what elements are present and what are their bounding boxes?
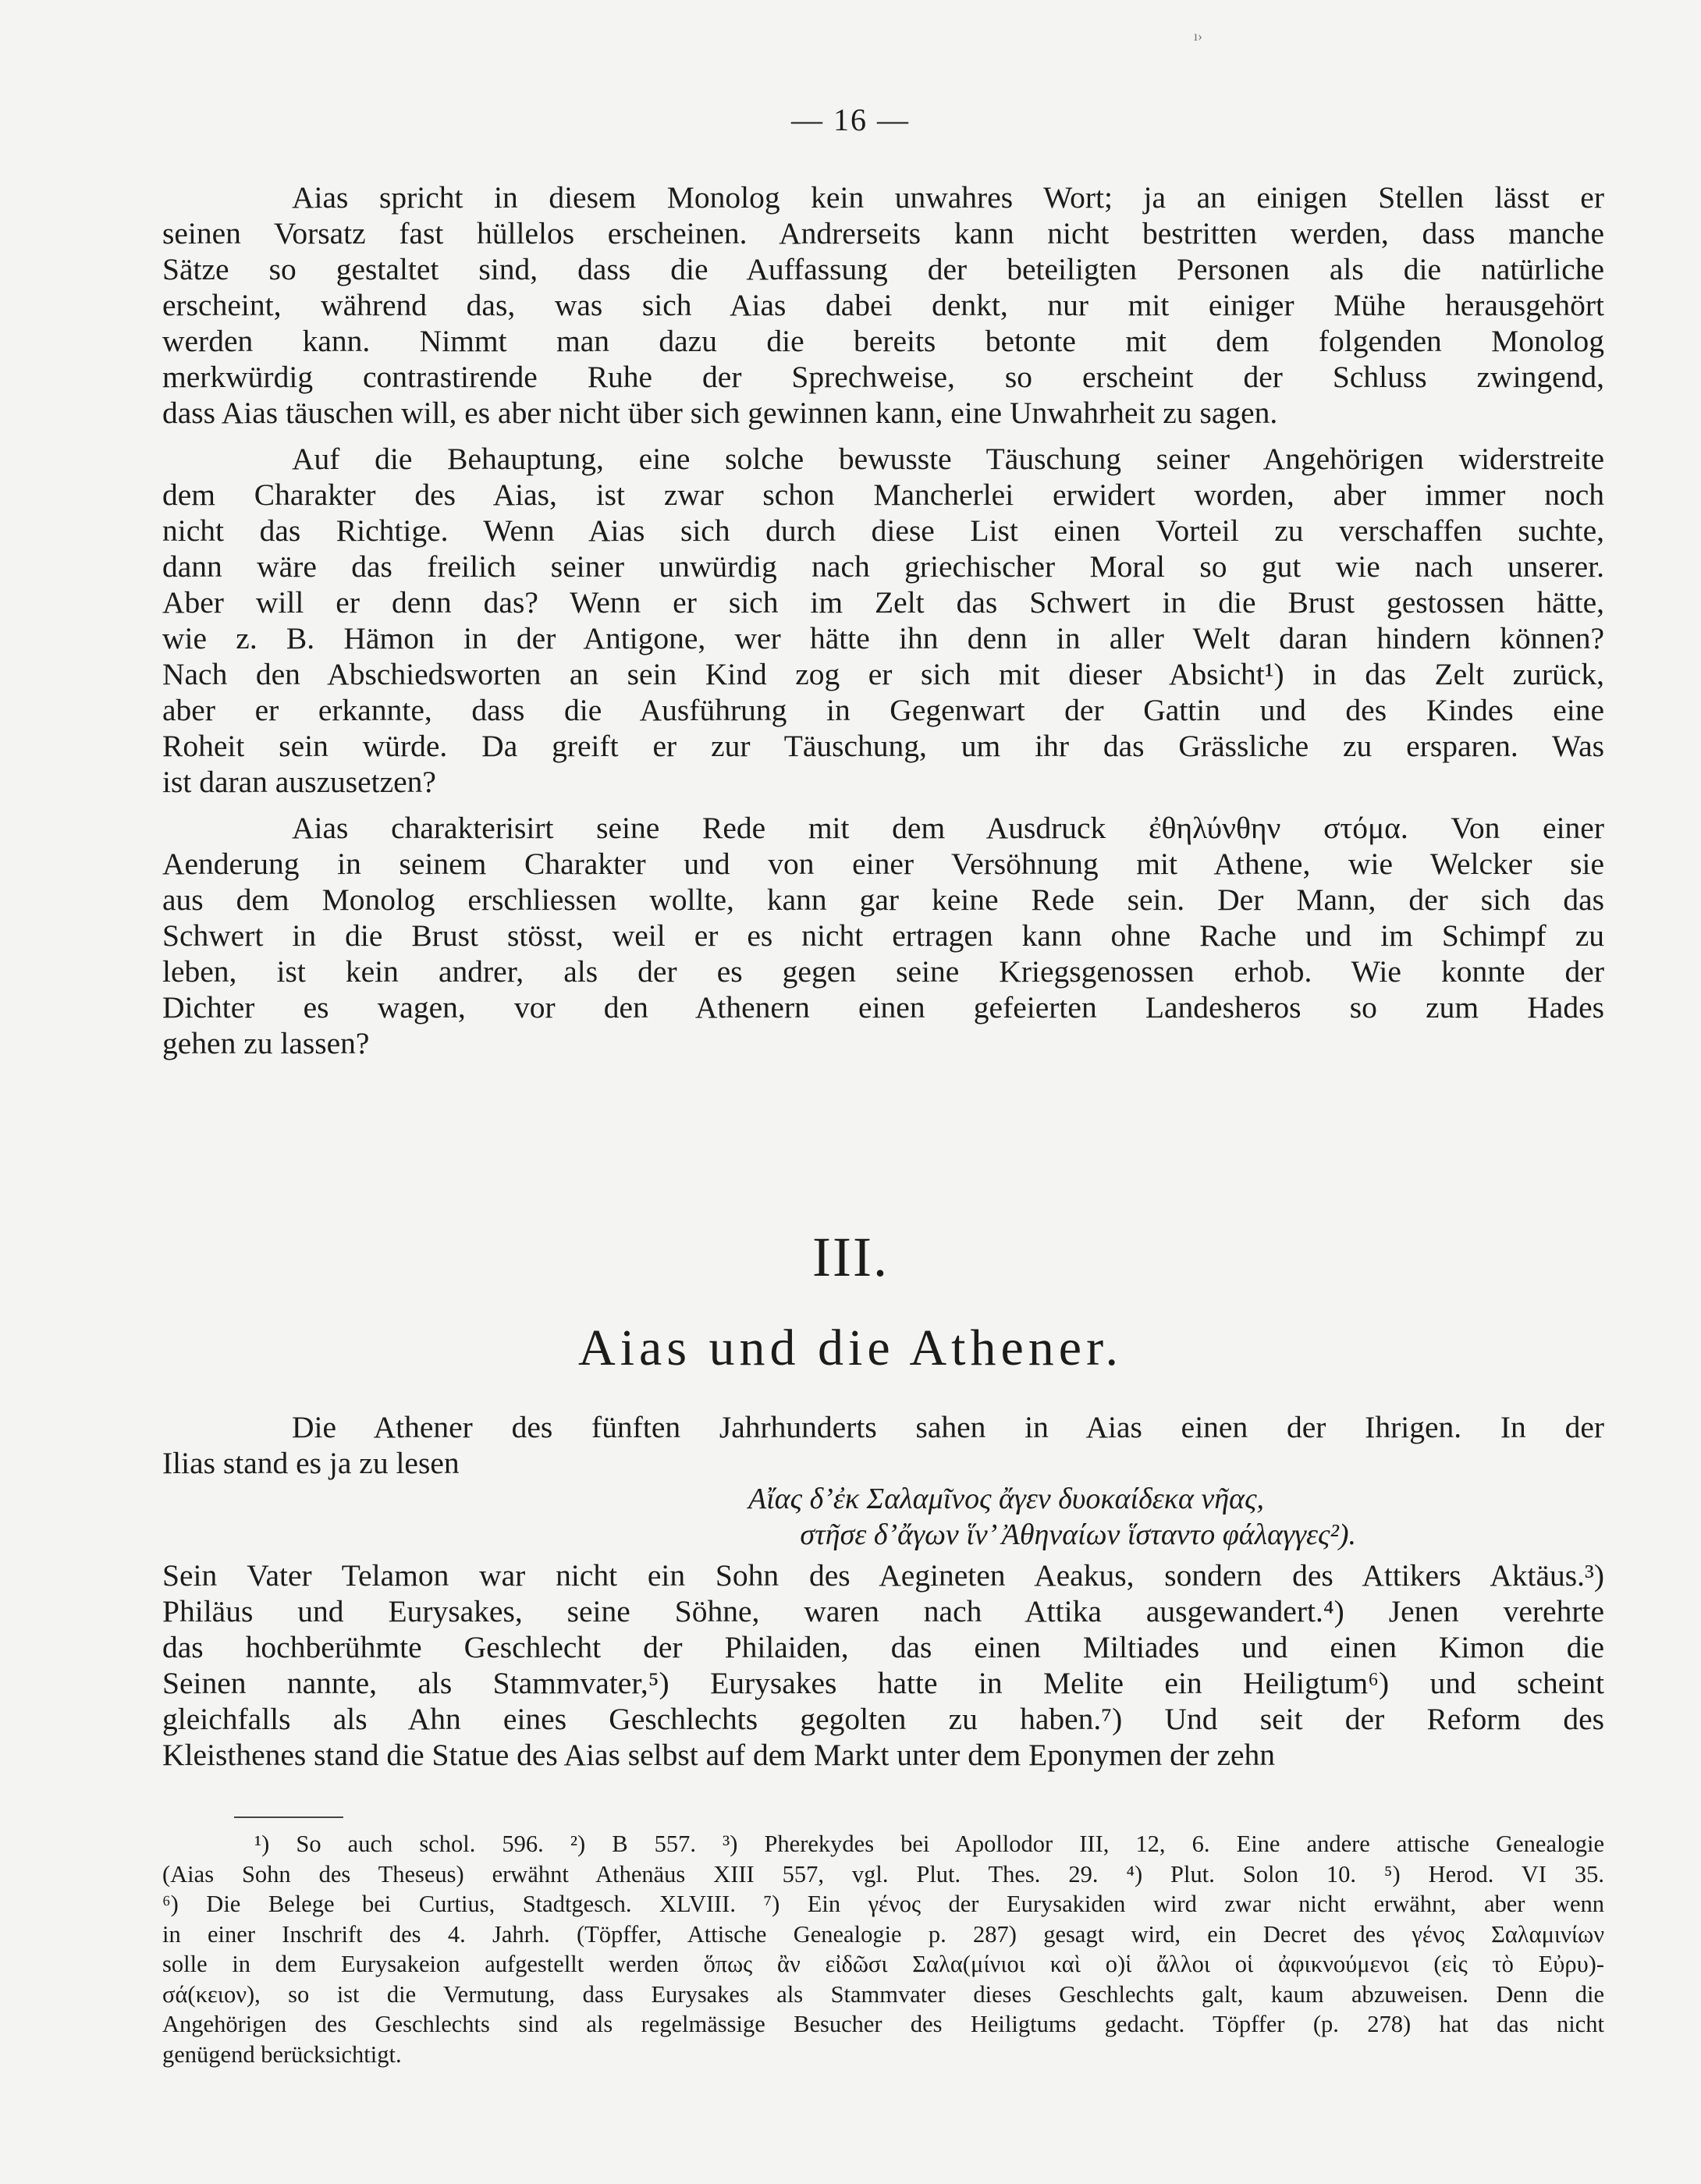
text-line: Philäus und Eurysakes, seine Söhne, waren nach Attika ausgewandert.⁴) Jenen verehrte [162,1594,1604,1628]
text-line: Sätze so gestaltet sind, dass die Auffassung der beteiligten Personen als die natürliche [162,252,1604,286]
text-line: das hochberühmte Geschlecht der Philaiden, das einen Miltiades und einen Kimon die [162,1630,1604,1664]
paragraph [162,179,1604,431]
footnote-line: ¹) So auch schol. 596. ²) B 557. ³) Pherekydes bei Apollodor III, 12, 6. Eine andere attische Genealogie [254,1831,1604,1857]
text-line: ist daran auszusetzen? [162,765,436,799]
text-line: Aias charakterisirt seine Rede mit dem Ausdruck ἐθηλύνθην στόμα. Von einer [292,811,1604,845]
text-line: Nach den Abschiedsworten an sein Kind zog er sich mit dieser Absicht¹) in das Zelt zurück, [162,657,1604,691]
text-line: wie z. B. Hämon in der Antigone, wer hätte ihn denn in aller Welt daran hindern können? [162,621,1604,655]
footnote-line: Angehörigen des Geschlechts sind als regelmässige Besucher des Heiligtums gedacht. Töpffer (p. 278) hat das nicht [162,2011,1604,2037]
paragraph [162,441,1604,800]
text-line: gehen zu lassen? [162,1026,370,1060]
footnote-line: σά(κειον), so ist die Vermutung, dass Eurysakes als Stammvater dieses Geschlechts galt, kaum abzuweisen. Denn die [162,1980,1604,2008]
text-line: dann wäre das freilich seiner unwürdig nach griechischer Moral so gut wie nach unserer. [162,549,1604,584]
text-line: Dichter es wagen, vor den Athenern einen gefeierten Landesheros so zum Hades [162,990,1604,1025]
footnotes [162,1829,1604,2069]
text-line: Aias spricht in diesem Monolog kein unwahres Wort; ja an einigen Stellen lässt er [292,180,1604,215]
page-number: — 16 — [791,102,910,137]
text-line: Aenderung in seinem Charakter und von einer Versöhnung mit Athene, wie Welcker sie [162,847,1604,881]
text-line: dass Aias täuschen will, es aber nicht über sich gewinnen kann, eine Unwahrheit zu sagen. [162,396,1278,430]
footnote-line: ⁶) Die Belege bei Curtius, Stadtgesch. XLVIII. ⁷) Ein γένος der Eurysakiden wird zwar nicht erwähnt, aber wenn [162,1891,1604,1917]
text-line: merkwürdig contrastirende Ruhe der Sprechweise, so erscheint der Schluss zwingend, [162,360,1604,394]
footnote-line: genügend berücksichtigt. [162,2040,402,2068]
text-line: Ilias stand es ja zu lesen [162,1446,460,1480]
greek-verse: στῆσε δ’ἄγων ἵν’ Ἀθηναίων ἵσταντο φάλαγγες²). [800,1518,1356,1551]
paragraph [162,1409,1604,1481]
section-two-body [162,1409,1604,1783]
text-line: leben, ist kein andrer, als der es gegen seine Kriegsgenossen erhob. Wie konnte der [162,954,1604,989]
text-line: Die Athener des fünften Jahrhunderts sahen in Aias einen der Ihrigen. In der [292,1410,1604,1444]
text-line: seinen Vorsatz fast hüllelos erscheinen. Andrerseits kann nicht bestritten werden, dass manche [162,216,1604,250]
text-line: Seinen nannte, als Stammvater,⁵) Eurysakes hatte in Melite ein Heiligtum⁶) und scheint [162,1666,1604,1700]
text-line: Auf die Behauptung, eine solche bewusste Täuschung seiner Angehörigen widerstreite [292,442,1604,476]
text-line: Kleisthenes stand die Statue des Aias selbst auf dem Markt unter dem Eponymen der zehn [162,1738,1276,1772]
text-line: erscheint, während das, was sich Aias dabei denkt, nur mit einiger Mühe herausgehört [162,288,1604,322]
text-line: Roheit sein würde. Da greift er zur Täuschung, um ihr das Grässliche zu ersparen. Was [162,729,1604,763]
paragraph [162,1557,1604,1773]
footnote-line: in einer Inschrift des 4. Jahrh. (Töpffer, Attische Genealogie p. 287) gesagt wird, ein Decret des γένος Σαλαμινίων [162,1920,1604,1948]
text-line: Sein Vater Telamon war nicht ein Sohn des Aegineten Aeakus, sondern des Attikers Aktäus.³) [162,1558,1604,1593]
section-title: Aias und die Athener. [578,1319,1123,1376]
text-line: Aber will er denn das? Wenn er sich im Zelt das Schwert in die Brust gestossen hätte, [162,585,1604,620]
text-line: Schwert in die Brust stösst, weil er es nicht ertragen kann ohne Rache und im Schimpf zu [162,918,1604,953]
greek-verse: Αἴας δ’ἐκ Σαλαμῖνος ἄγεν δυοκαίδεκα νῆας, [748,1483,1264,1515]
section-body [162,179,1604,1071]
paragraph [162,810,1604,1061]
text-line: dem Charakter des Aias, ist zwar schon Mancherlei erwidert worden, aber immer noch [162,478,1604,512]
greek-quotation [162,1481,1604,1553]
footnote-line: solle in dem Eurysakeion aufgestellt werden ὅπως ἂν εἰδῶσι Σαλα(μίνιοι καὶ ο)ἱ ἄλλοι οἱ ἀφικνούμενοι (εἰς τὸ Εὐρυ)- [162,1951,1604,1977]
text-line: werden kann. Nimmt man dazu die bereits betonte mit dem folgenden Monolog [162,324,1604,358]
section-numeral: III. [812,1226,889,1288]
text-line: gleichfalls als Ahn eines Geschlechts gegolten zu haben.⁷) Und seit der Reform des [162,1702,1604,1736]
footnote-divider [234,1816,343,1818]
text-line: aus dem Monolog erschliessen wollte, kann gar keine Rede sein. Der Mann, der sich das [162,882,1604,917]
footnote-line: (Aias Sohn des Theseus) erwähnt Athenäus XIII 557, vgl. Plut. Thes. 29. ⁴) Plut. Solon 10. ⁵) Herod. VI 35. [162,1860,1604,1887]
text-line: nicht das Richtige. Wenn Aias sich durch diese List einen Vorteil zu verschaffen suchte, [162,513,1604,548]
corner-mark: ı› [1194,28,1202,44]
text-line: aber er erkannte, dass die Ausführung in Gegenwart der Gattin und des Kindes eine [162,693,1604,727]
